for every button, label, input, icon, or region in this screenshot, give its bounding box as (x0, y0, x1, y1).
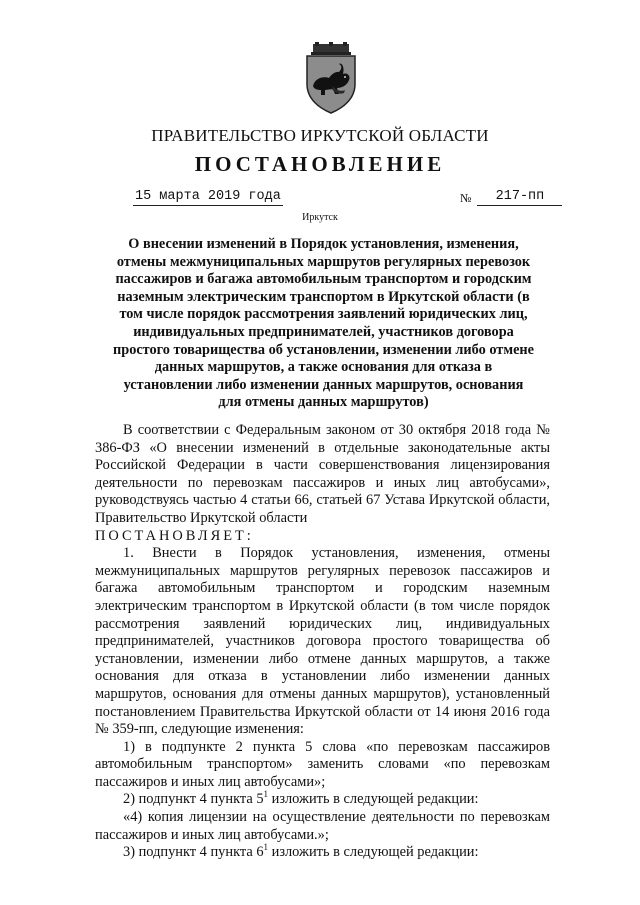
document-date: 15 марта 2019 года (135, 189, 281, 204)
subitem-2-paragraph (95, 791, 550, 809)
subitem-3-paragraph (95, 844, 550, 862)
subitem-2-quote: «4) копия лицензии на осуществление деятельности по перевозкам пассажиров и иных лиц автобусами.»; (95, 809, 550, 843)
resolve-keyword: ПОСТАНОВЛЯЕТ: (95, 527, 254, 544)
subitem-2-text-end: изложить в следующей редакции: (268, 791, 479, 808)
government-name: ПРАВИТЕЛЬСТВО ИРКУТСКОЙ ОБЛАСТИ (151, 126, 489, 145)
number-sign: № (460, 191, 472, 205)
subitem-3-text: 3) подпункт 4 пункта 6 (123, 844, 264, 861)
item-1-paragraph: 1. Внести в Порядок установления, изменения, отмены межмуниципальных маршрутов регулярных перевозок пассажиров и багажа автомобильным транспортом и городским наземным электрическим транспортом в Иркутской области (в том числе порядок рассмотрения заявлений юридических лиц, индивидуальных предпринимателей, участников договора простого товарищества об установлении, изменении либо отмене данных маршрутов, а также основания для отказа в установлении либо изменении данных маршрутов, основания для отмены данных маршрутов), установленный постановлением Правительства Иркутской области от 14 июня 2016 года № 359-пп, следующие изменения: (95, 545, 550, 738)
document-type: ПОСТАНОВЛЕНИЕ (194, 152, 446, 176)
document-city: Иркутск (302, 212, 338, 223)
subitem-3-superscript: 1 (263, 842, 269, 853)
subitem-2-text: 2) подпункт 4 пункта 5 (123, 791, 264, 808)
document-number-block (460, 189, 562, 206)
subitem-2-superscript: 1 (263, 789, 269, 800)
irkutsk-coat-of-arms-icon (299, 42, 363, 114)
document-heading: О внесении изменений в Порядок установления, изменения, отмены межмуниципальных маршрутов регулярных перевозок пассажиров и багажа автомобильным транспортом и городским наземным электрическим транспортом в Иркутской области (в том числе порядок рассмотрения заявлений юридических лиц, индивидуальных предпринимателей, участников договора простого товарищества об установлении, изменении либо отмене данных маршрутов, а также основания для отказа в установлении либо изменении данных маршрутов, основания для отмены данных маршрутов) (113, 236, 534, 411)
document-number: 217-пп (477, 189, 562, 206)
subitem-1-paragraph: 1) в подпункте 2 пункта 5 слова «по перевозкам пассажиров автомобильным транспортом» заменить словами «по перевозкам пассажиров и иных лиц автобусами»; (95, 738, 550, 790)
subitem-3-text-end: изложить в следующей редакции: (268, 844, 479, 861)
preamble-paragraph: В соответствии с Федеральным законом от 30 октября 2018 года № 386-ФЗ «О внесении изменений в отдельные законодательные акты Российской Федерации в части совершенствования лицензирования деятельности по перевозкам пассажиров и иных лиц автобусами», руководствуясь частью 4 статьи 66, статьей 67 Устава Иркутской области, Правительство Иркутской области (95, 422, 550, 526)
document-body (95, 422, 550, 862)
